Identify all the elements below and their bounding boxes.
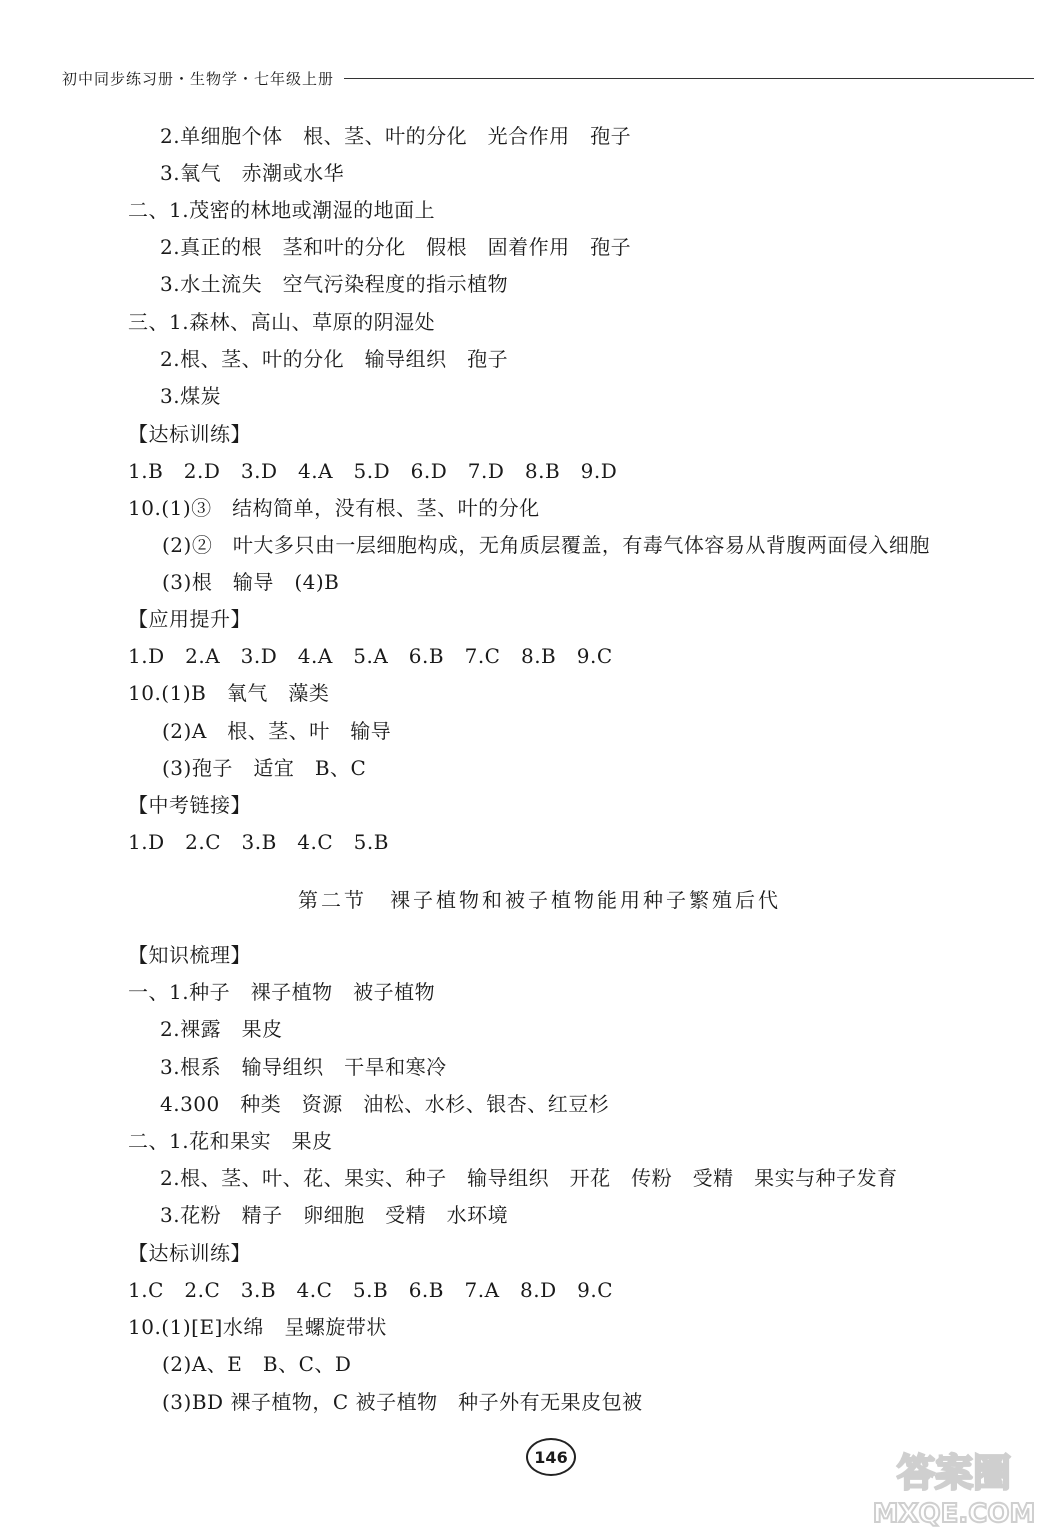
answer-line: 三、1.森林、高山、草原的阴湿处 [128, 310, 436, 334]
running-header [62, 66, 1034, 90]
answer-line: 二、1.茂密的林地或潮湿的地面上 [128, 198, 436, 222]
answer-line: 2.裸露 果皮 [160, 1017, 283, 1041]
page-number-text: 146 [534, 1447, 568, 1467]
page-number [526, 1438, 576, 1476]
answer-line: 2.根、茎、叶、花、果实、种子 输导组织 开花 传粉 受精 果实与种子发育 [160, 1166, 898, 1190]
answer-line: (3)BD 裸子植物，C 被子植物 种子外有无果皮包被 [162, 1390, 643, 1414]
watermark-logo [868, 1442, 1040, 1530]
watermark-text: 答案圈 [896, 1451, 1012, 1495]
section-heading: 【应用提升】 [128, 607, 251, 631]
header-rule [344, 78, 1034, 79]
answer-line: (2)A 根、茎、叶 输导 [162, 719, 392, 743]
section-heading: 【中考链接】 [128, 793, 251, 817]
answer-line: 1.D 2.C 3.B 4.C 5.B [128, 830, 389, 854]
answer-line: (3)孢子 适宜 B、C [162, 756, 367, 780]
section-title: 第二节 裸子植物和被子植物能用种子繁殖后代 [298, 888, 781, 912]
answer-line: 3.水土流失 空气污染程度的指示植物 [160, 272, 509, 296]
section-heading: 【达标训练】 [128, 422, 251, 446]
answer-line: 3.氧气 赤潮或水华 [160, 161, 345, 185]
answer-line: 二、1.花和果实 果皮 [128, 1129, 333, 1153]
answer-line: 2.单细胞个体 根、茎、叶的分化 光合作用 孢子 [160, 124, 632, 148]
answer-line: 一、1.种子 裸子植物 被子植物 [128, 980, 436, 1004]
answer-line: 3.花粉 精子 卵细胞 受精 水环境 [160, 1203, 509, 1227]
answer-line: 2.真正的根 茎和叶的分化 假根 固着作用 孢子 [160, 235, 632, 259]
section-heading: 【达标训练】 [128, 1241, 251, 1265]
answer-line: 2.根、茎、叶的分化 输导组织 孢子 [160, 347, 509, 371]
watermark-url: MXQE.COM [872, 1499, 1036, 1529]
answer-line: 4.300 种类 资源 油松、水杉、银杏、红豆杉 [160, 1092, 610, 1116]
answer-line: 1.C 2.C 3.B 4.C 5.B 6.B 7.A 8.D 9.C [128, 1278, 614, 1302]
answer-line: 1.B 2.D 3.D 4.A 5.D 6.D 7.D 8.B 9.D [128, 459, 618, 483]
section-heading: 【知识梳理】 [128, 943, 251, 967]
answer-line: 10.(1)③ 结构简单，没有根、茎、叶的分化 [128, 496, 540, 520]
header-title: 初中同步练习册・生物学・七年级上册 [62, 69, 335, 88]
answer-line: 3.根系 输导组织 干旱和寒冷 [160, 1055, 447, 1079]
answer-line: (3)根 输导 (4)B [162, 570, 340, 594]
answer-line: 10.(1)[E]水绵 呈螺旋带状 [128, 1315, 387, 1339]
answer-line: 1.D 2.A 3.D 4.A 5.A 6.B 7.C 8.B 9.C [128, 644, 613, 668]
answer-line: 3.煤炭 [160, 384, 222, 408]
answer-line: (2)② 叶大多只由一层细胞构成，无角质层覆盖，有毒气体容易从背腹两面侵入细胞 [162, 533, 930, 557]
answer-line: 10.(1)B 氧气 藻类 [128, 681, 330, 705]
answer-line: (2)A、E B、C、D [162, 1352, 352, 1376]
